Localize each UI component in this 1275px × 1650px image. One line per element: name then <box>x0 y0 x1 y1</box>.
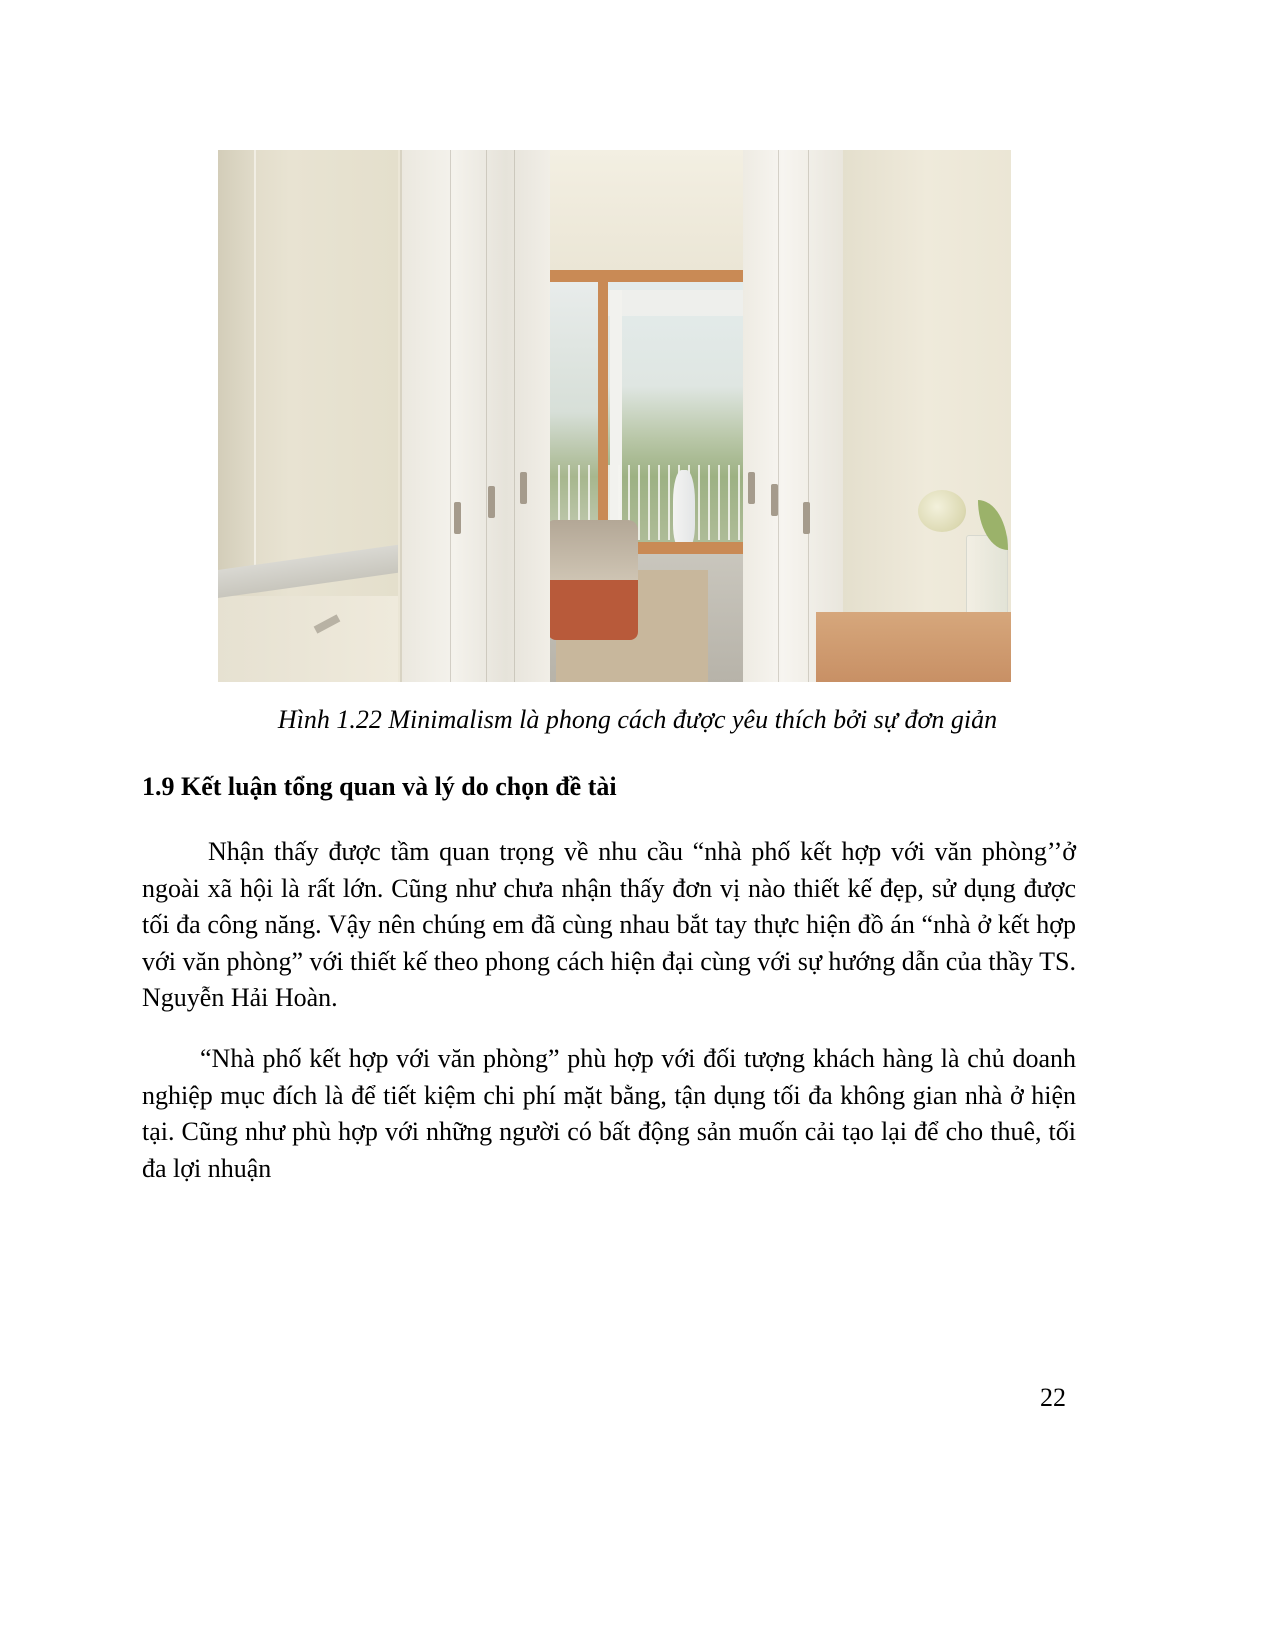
counter-cabinet <box>218 596 398 682</box>
hydrangea-flowers <box>918 490 966 532</box>
panel-line <box>808 150 809 682</box>
page-number: 22 <box>1040 1383 1066 1412</box>
panel-line <box>450 150 451 682</box>
wardrobe-handle <box>454 502 461 534</box>
ceiling <box>548 150 743 270</box>
panel-line <box>486 150 487 682</box>
mirror-strip <box>218 150 256 580</box>
wardrobe-handle <box>803 502 810 534</box>
window-frame-top <box>548 270 743 282</box>
paragraph <box>142 834 1076 1017</box>
panel-line <box>514 150 515 682</box>
figure-photo <box>218 150 1011 682</box>
left-wardrobe <box>400 150 550 682</box>
right-wardrobe <box>743 150 845 682</box>
section-heading: 1.9 Kết luận tổng quan và lý do chọn đề tài <box>142 772 617 801</box>
paragraph-text: Nhận thấy được tầm quan trọng về nhu cầu “nhà phố kết hợp với văn phòng’’ở ngoài xã hội là rất lớn. Cũng như chưa nhận thấy đơn vị nào thiết kế đẹp, sử dụng được tối đa công năng. Vậy nên chúng em đã cùng nhau bắt tay thực hiện đồ án “nhà ở kết hợp với văn phòng” với thiết kế theo phong cách hiện đại cùng với sự hướng dẫn của thầy TS. Nguyễn Hải Hoàn. <box>142 837 1077 1012</box>
pergola <box>608 290 743 316</box>
paragraph <box>142 1041 1076 1187</box>
wardrobe-handle <box>520 472 527 504</box>
vase <box>673 470 695 548</box>
figure-caption: Hình 1.22 Minimalism là phong cách được yêu thích bởi sự đơn giản <box>277 705 998 734</box>
wooden-desk <box>816 612 1011 682</box>
window-frame-mullion <box>598 282 608 542</box>
wardrobe-handle <box>488 486 495 518</box>
panel-line <box>778 150 779 682</box>
wardrobe-handle <box>771 484 778 516</box>
bed-base <box>548 580 638 640</box>
bed-linen <box>548 520 638 582</box>
wardrobe-handle <box>748 472 755 504</box>
paragraph-text: “Nhà phố kết hợp với văn phòng” phù hợp với đối tượng khách hàng là chủ doanh nghiệp mục đích là để tiết kiệm chi phí mặt bằng, tận dụng tối đa không gian nhà ở hiện tại. Cũng như phù hợp với những người có bất động sản muốn cải tạo lại để cho thuê, tối đa lợi nhuận <box>142 1044 1076 1183</box>
